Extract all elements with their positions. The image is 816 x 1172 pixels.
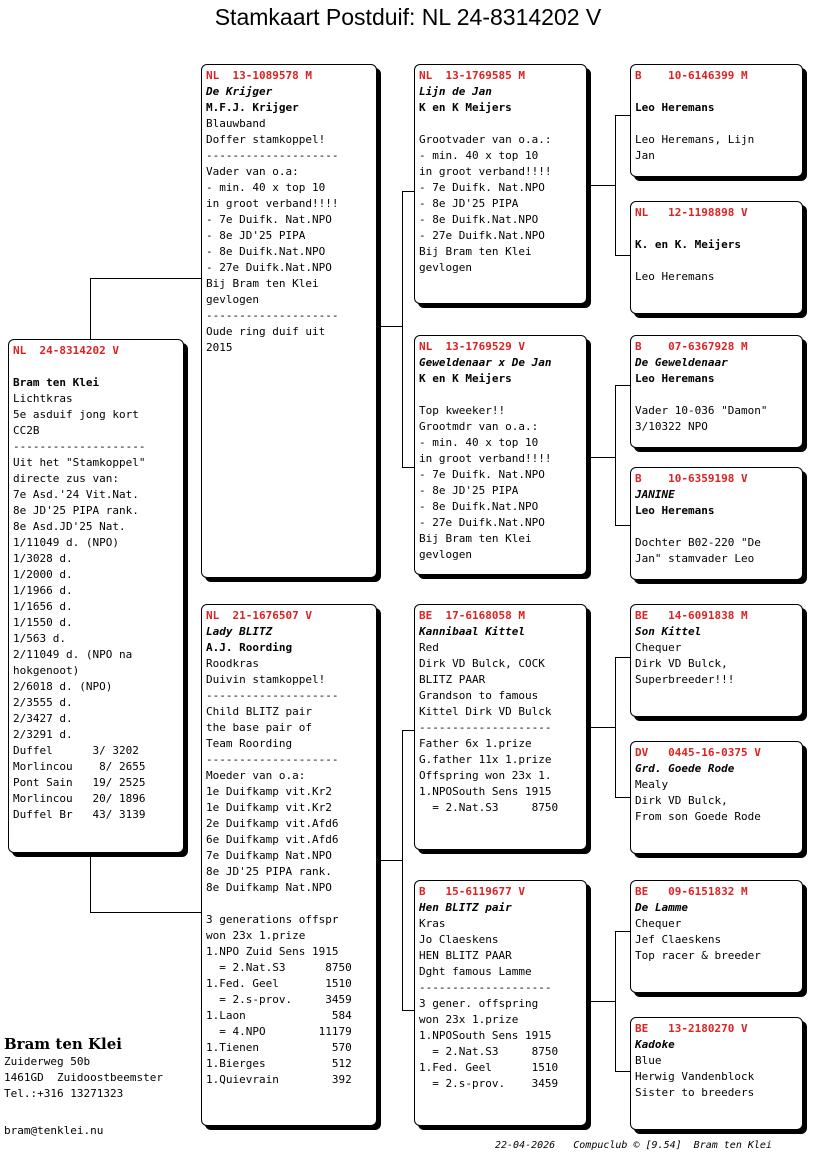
info-line: gevlogen: [419, 548, 472, 561]
connector: [590, 457, 615, 458]
info-line: 3 gener. offspring: [419, 997, 539, 1010]
pigeon-name: Son Kittel: [635, 625, 702, 638]
info-line: 1.NPOSouth Sens 1915: [419, 785, 552, 798]
info-line: 3/10322 NPO: [635, 420, 708, 433]
ring-number: B 10-6359198 V: [635, 472, 748, 485]
info-line: - 27e Duifk.Nat.NPO: [419, 229, 545, 242]
info-line: 1e Duifkamp vit.Kr2: [206, 785, 332, 798]
info-line: - min. 40 x top 10: [206, 181, 326, 194]
info-line: Team Roording: [206, 737, 293, 750]
info-line: Father 6x 1.prize: [419, 737, 532, 750]
info-line: 2/3555 d.: [13, 696, 73, 709]
footer-credits: 22-04-2026 Compuclub © [9.54] Bram ten Klei: [495, 1140, 772, 1151]
info-line: Dirk VD Bulck, COCK: [419, 657, 545, 670]
info-line: Sister to breeders: [635, 1086, 755, 1099]
info-line: - 8e JD'25 PIPA: [419, 197, 519, 210]
info-line: 1/1550 d.: [13, 616, 73, 629]
ring-number: NL 12-1198898 V: [635, 206, 748, 219]
grandmother-paternal-card[interactable]: [414, 335, 587, 575]
father-card[interactable]: [201, 64, 377, 578]
info-line: - 7e Duifk. Nat.NPO: [419, 468, 545, 481]
info-line: 2e Duifkamp vit.Afd6: [206, 817, 339, 830]
ring-number: BE 13-2180270 V: [635, 1022, 748, 1035]
pigeon-name: Lijn de Jan: [419, 85, 492, 98]
info-line: G.father 11x 1.prize: [419, 753, 552, 766]
info-line: Leo Heremans: [635, 270, 715, 283]
info-line: 8e JD'25 PIPA rank.: [206, 865, 332, 878]
connector: [90, 278, 205, 279]
info-line: Chequer: [635, 917, 682, 930]
info-line: Pont Sain 19/ 2525: [13, 776, 146, 789]
info-line: 1/3028 d.: [13, 552, 73, 565]
info-line: Uit het "Stamkoppel": [13, 456, 146, 469]
info-line: directe zus van:: [13, 472, 119, 485]
info-line: - 8e Duifk.Nat.NPO: [419, 213, 539, 226]
breeder-email[interactable]: bram@tenklei.nu: [4, 1124, 104, 1137]
info-line: 5e asduif jong kort: [13, 408, 139, 421]
grandfather-maternal-card[interactable]: [414, 604, 587, 850]
info-line: [635, 116, 798, 132]
info-line: 7e Duifkamp Nat.NPO: [206, 849, 332, 862]
info-line: --------------------: [206, 309, 339, 322]
connector: [402, 730, 403, 1010]
info-line: in groot verband!!!!: [419, 165, 552, 178]
info-line: Vader 10-036 "Damon": [635, 404, 768, 417]
info-line: gevlogen: [419, 261, 472, 274]
info-line: [635, 253, 798, 269]
info-line: Kras: [419, 917, 446, 930]
breeder-phone: Tel.:+316 13271323: [4, 1087, 124, 1100]
info-line: Top kweeker!!: [419, 404, 506, 417]
info-line: --------------------: [13, 440, 146, 453]
ring-number: NL 13-1769529 V: [419, 340, 525, 353]
info-line: in groot verband!!!!: [419, 452, 552, 465]
info-line: Bij Bram ten Klei: [419, 532, 532, 545]
info-line: 1/563 d.: [13, 632, 66, 645]
info-line: - min. 40 x top 10: [419, 436, 539, 449]
grandmother-maternal-card[interactable]: [414, 880, 587, 1126]
info-line: 1.Laon 584: [206, 1009, 352, 1022]
info-line: Top racer & breeder: [635, 949, 761, 962]
info-line: - 8e Duifk.Nat.NPO: [419, 500, 539, 513]
info-line: = 2.s-prov. 3459: [206, 993, 352, 1006]
great-grandparent-card[interactable]: [630, 741, 803, 854]
info-line: [635, 519, 798, 535]
info-line: Bij Bram ten Klei: [206, 277, 319, 290]
pigeon-name: Geweldenaar x De Jan: [419, 356, 552, 369]
connector: [90, 278, 91, 342]
info-line: --------------------: [206, 753, 339, 766]
info-line: --------------------: [419, 981, 552, 994]
connector: [590, 185, 615, 186]
info-line: - 8e JD'25 PIPA: [206, 229, 306, 242]
info-line: - min. 40 x top 10: [419, 149, 539, 162]
info-line: 1/1656 d.: [13, 600, 73, 613]
info-line: the base pair of: [206, 721, 312, 734]
info-line: 8e Duifkamp Nat.NPO: [206, 881, 332, 894]
info-line: Leo Heremans, Lijn: [635, 133, 755, 146]
info-line: = 2.Nat.S3 8750: [419, 801, 559, 814]
info-line: Jan" stamvader Leo: [635, 552, 755, 565]
info-line: - 7e Duifk. Nat.NPO: [419, 181, 545, 194]
info-line: = 4.NPO 11179: [206, 1025, 352, 1038]
info-line: Jef Claeskens: [635, 933, 722, 946]
info-line: gevlogen: [206, 293, 259, 306]
info-line: 1/11049 d. (NPO): [13, 536, 119, 549]
info-line: won 23x 1.prize: [419, 1013, 519, 1026]
info-line: 1/2000 d.: [13, 568, 73, 581]
info-line: Morlincou 8/ 2655: [13, 760, 146, 773]
info-line: Roodkras: [206, 657, 259, 670]
info-line: --------------------: [206, 689, 339, 702]
info-line: 2015: [206, 341, 233, 354]
info-line: Jo Claeskens: [419, 933, 499, 946]
info-line: 1.NPO Zuid Sens 1915: [206, 945, 339, 958]
subject-pigeon-card[interactable]: [8, 339, 184, 853]
info-line: in groot verband!!!!: [206, 197, 339, 210]
info-line: - 8e Duifk.Nat.NPO: [206, 245, 326, 258]
ring-number: BE 09-6151832 M: [635, 885, 748, 898]
info-line: 8e Asd.JD'25 Nat.: [13, 520, 126, 533]
info-line: 1.Bierges 512: [206, 1057, 352, 1070]
info-line: - 27e Duifk.Nat.NPO: [206, 261, 332, 274]
pigeon-name: JANINE: [635, 488, 675, 501]
owner-name: Leo Heremans: [635, 101, 715, 114]
connector: [615, 385, 616, 525]
ring-number: BE 17-6168058 M: [419, 609, 525, 622]
owner-name: Bram ten Klei: [13, 376, 100, 389]
ring-number: NL 13-1769585 M: [419, 69, 525, 82]
info-line: - 27e Duifk.Nat.NPO: [419, 516, 545, 529]
info-line: Dght famous Lamme: [419, 965, 532, 978]
pigeon-name: Kannibaal Kittel: [419, 625, 525, 638]
info-line: Moeder van o.a:: [206, 769, 306, 782]
info-line: --------------------: [419, 721, 552, 734]
info-line: - 8e JD'25 PIPA: [419, 484, 519, 497]
info-line: Oude ring duif uit: [206, 325, 326, 338]
pigeon-name: De Lamme: [635, 901, 688, 914]
info-line: Grandson to famous: [419, 689, 539, 702]
info-line: Superbreeder!!!: [635, 673, 735, 686]
info-line: = 2.s-prov. 3459: [419, 1077, 559, 1090]
info-line: Dirk VD Bulck,: [635, 794, 728, 807]
info-line: - 7e Duifk. Nat.NPO: [206, 213, 332, 226]
info-line: 2/6018 d. (NPO): [13, 680, 113, 693]
info-line: Blue: [635, 1054, 662, 1067]
owner-name: K. en K. Meijers: [635, 238, 741, 251]
owner-name: Leo Heremans: [635, 504, 715, 517]
connector: [90, 912, 205, 913]
info-line: [419, 116, 582, 132]
great-grandparent-card[interactable]: [630, 335, 803, 448]
info-line: Jan: [635, 149, 655, 162]
info-line: 2/3427 d.: [13, 712, 73, 725]
connector: [590, 727, 615, 728]
pigeon-name: [13, 359, 179, 375]
info-line: Offspring won 23x 1.: [419, 769, 552, 782]
info-line: Duffel Br 43/ 3139: [13, 808, 146, 821]
info-line: Duffel 3/ 3202: [13, 744, 139, 757]
info-line: [635, 387, 798, 403]
ring-number: B 15-6119677 V: [419, 885, 525, 898]
pigeon-name: [635, 221, 798, 237]
info-line: Morlincou 20/ 1896: [13, 792, 146, 805]
grandfather-paternal-card[interactable]: [414, 64, 587, 304]
info-line: Bij Bram ten Klei: [419, 245, 532, 258]
owner-name: K en K Meijers: [419, 101, 512, 114]
ring-number: DV 0445-16-0375 V: [635, 746, 761, 759]
ring-number: BE 14-6091838 M: [635, 609, 748, 622]
info-line: Herwig Vandenblock: [635, 1070, 755, 1083]
pigeon-name: Lady BLITZ: [206, 625, 273, 638]
great-grandparent-card[interactable]: [630, 201, 803, 314]
info-line: CC2B: [13, 424, 40, 437]
pigeon-name: De Geweldenaar: [635, 356, 728, 369]
info-line: 1.Fed. Geel 1510: [206, 977, 352, 990]
info-line: hokgenoot): [13, 664, 80, 677]
info-line: Chequer: [635, 641, 682, 654]
breeder-address: Zuiderweg 50b: [4, 1055, 91, 1068]
connector: [380, 860, 402, 861]
info-line: 1.Fed. Geel 1510: [419, 1061, 559, 1074]
pigeon-name: Kadoke: [635, 1038, 675, 1051]
page-title: Stamkaart Postduif: NL 24-8314202 V: [214, 4, 602, 30]
info-line: 2/3291 d.: [13, 728, 73, 741]
info-line: = 2.Nat.S3 8750: [419, 1045, 559, 1058]
mother-card[interactable]: [201, 604, 377, 1126]
pigeon-name: De Krijger: [206, 85, 273, 98]
info-line: Grootmdr van o.a.:: [419, 420, 539, 433]
ring-number: B 10-6146399 M: [635, 69, 748, 82]
info-line: BLITZ PAAR: [419, 673, 486, 686]
info-line: Lichtkras: [13, 392, 73, 405]
breeder-name: Bram ten Klei: [4, 1035, 122, 1053]
breeder-city: 1461GD Zuidoostbeemster: [4, 1071, 163, 1084]
info-line: 6e Duifkamp vit.Afd6: [206, 833, 339, 846]
info-line: 2/11049 d. (NPO na: [13, 648, 133, 661]
info-line: 1/1966 d.: [13, 584, 73, 597]
info-line: 1e Duifkamp vit.Kr2: [206, 801, 332, 814]
info-line: Doffer stamkoppel!: [206, 133, 326, 146]
ring-number: B 07-6367928 M: [635, 340, 748, 353]
great-grandparent-card[interactable]: [630, 467, 803, 580]
breeder-info: [4, 1034, 163, 1102]
info-line: Duivin stamkoppel!: [206, 673, 326, 686]
ring-number: NL 13-1089578 M: [206, 69, 312, 82]
info-line: Grootvader van o.a.:: [419, 133, 552, 146]
info-line: 1.NPOSouth Sens 1915: [419, 1029, 552, 1042]
owner-name: K en K Meijers: [419, 372, 512, 385]
info-line: Dirk VD Bulck,: [635, 657, 728, 670]
info-line: Dochter B02-220 "De: [635, 536, 761, 549]
ring-number: NL 21-1676507 V: [206, 609, 312, 622]
pigeon-name: Hen BLITZ pair: [419, 901, 512, 914]
connector: [90, 853, 91, 912]
connector: [615, 115, 616, 255]
great-grandparent-card[interactable]: [630, 1017, 803, 1130]
great-grandparent-card[interactable]: [630, 64, 803, 177]
info-line: Red: [419, 641, 439, 654]
info-line: From son Goede Rode: [635, 810, 761, 823]
great-grandparent-card[interactable]: [630, 604, 803, 717]
info-line: Kittel Dirk VD Bulck: [419, 705, 552, 718]
great-grandparent-card[interactable]: [630, 880, 803, 993]
pigeon-name: Grd. Goede Rode: [635, 762, 735, 775]
info-line: Vader van o.a:: [206, 165, 299, 178]
ring-number: NL 24-8314202 V: [13, 344, 119, 357]
info-line: 3 generations offspr: [206, 913, 339, 926]
info-line: 1.Tienen 570: [206, 1041, 352, 1054]
owner-name: A.J. Roording: [206, 641, 293, 654]
connector: [615, 657, 616, 797]
info-line: Blauwband: [206, 117, 266, 130]
info-line: HEN BLITZ PAAR: [419, 949, 512, 962]
connector: [380, 326, 402, 327]
info-line: [206, 896, 372, 912]
info-line: 7e Asd.'24 Vit.Nat.: [13, 488, 139, 501]
info-line: won 23x 1.prize: [206, 929, 306, 942]
info-line: [419, 387, 582, 403]
info-line: = 2.Nat.S3 8750: [206, 961, 352, 974]
owner-name: M.F.J. Krijger: [206, 101, 299, 114]
owner-name: Leo Heremans: [635, 372, 715, 385]
info-line: 8e JD'25 PIPA rank.: [13, 504, 139, 517]
pigeon-name: [635, 84, 798, 100]
info-line: Child BLITZ pair: [206, 705, 312, 718]
connector: [590, 1001, 615, 1002]
info-line: --------------------: [206, 149, 339, 162]
connector: [402, 191, 403, 467]
info-line: 1.Quievrain 392: [206, 1073, 352, 1086]
info-line: Mealy: [635, 778, 669, 791]
connector: [615, 931, 616, 1071]
